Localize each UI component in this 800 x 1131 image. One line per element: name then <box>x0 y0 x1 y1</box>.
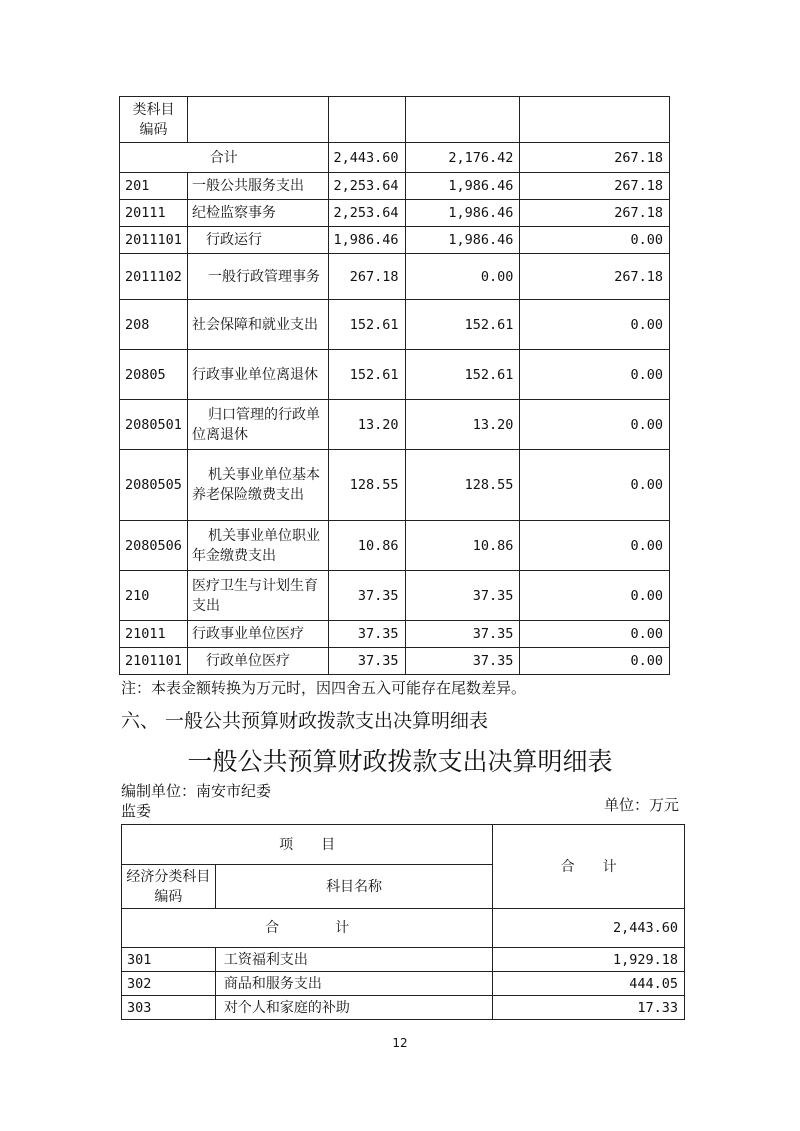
row-code: 302 <box>122 972 216 996</box>
row-name: 社会保障和就业支出 <box>187 300 328 350</box>
table-row <box>120 450 670 521</box>
row-code: 301 <box>122 948 216 972</box>
row-value-3: 267.18 <box>520 200 670 227</box>
row-value: 17.33 <box>493 996 685 1020</box>
table-row <box>120 571 670 621</box>
row-value-3: 0.00 <box>520 521 670 571</box>
header-code-cell: 类科目编码 <box>120 97 188 143</box>
row-code: 210 <box>120 571 188 621</box>
row-value: 1,929.18 <box>493 948 685 972</box>
row-value-1: 37.35 <box>328 621 405 648</box>
row-name: 商品和服务支出 <box>215 972 492 996</box>
row-name: 行政事业单位医疗 <box>187 621 328 648</box>
table-header-row <box>122 825 685 865</box>
row-name: 医疗卫生与计划生育支出 <box>187 571 328 621</box>
row-value-3: 0.00 <box>520 450 670 521</box>
row-value-3: 0.00 <box>520 571 670 621</box>
row-value-2: 37.35 <box>405 648 520 675</box>
page-number: 12 <box>392 1036 408 1050</box>
table-row <box>120 173 670 200</box>
row-code: 2080501 <box>120 400 188 450</box>
row-value-3: 0.00 <box>520 621 670 648</box>
table-row <box>122 996 685 1020</box>
row-code: 208 <box>120 300 188 350</box>
currency-unit: 单位：万元 <box>604 796 680 814</box>
header-item: 项 目 <box>122 825 493 865</box>
row-code: 21011 <box>120 621 188 648</box>
header-total: 合 计 <box>493 825 685 909</box>
row-name: 纪检监察事务 <box>187 200 328 227</box>
row-value-2: 1,986.46 <box>405 227 520 254</box>
total-value-2: 2,176.42 <box>405 143 520 173</box>
row-value-2: 13.20 <box>405 400 520 450</box>
expenditure-detail-table <box>121 824 685 1020</box>
row-value-2: 0.00 <box>405 254 520 300</box>
row-code: 2080505 <box>120 450 188 521</box>
row-name: 机关事业单位基本养老保险缴费支出 <box>187 450 328 521</box>
row-value-1: 1,986.46 <box>328 227 405 254</box>
row-value-2: 1,986.46 <box>405 173 520 200</box>
table-row <box>120 400 670 450</box>
row-value-1: 128.55 <box>328 450 405 521</box>
row-name: 一般公共服务支出 <box>187 173 328 200</box>
table-row <box>120 200 670 227</box>
table-header-row <box>120 97 670 143</box>
total-label: 合计 <box>120 143 329 173</box>
header-code: 经济分类科目编码 <box>122 865 216 909</box>
row-value-1: 2,253.64 <box>328 200 405 227</box>
table-row <box>120 521 670 571</box>
row-value-1: 267.18 <box>328 254 405 300</box>
row-value-1: 37.35 <box>328 648 405 675</box>
row-code: 303 <box>122 996 216 1020</box>
compile-unit: 编制单位：南安市纪委监委 <box>121 782 272 820</box>
row-value-3: 267.18 <box>520 173 670 200</box>
total-row <box>120 143 670 173</box>
row-name: 行政单位医疗 <box>187 648 328 675</box>
table-row <box>120 350 670 400</box>
row-name: 工资福利支出 <box>215 948 492 972</box>
header-name: 科目名称 <box>215 865 492 909</box>
row-value-2: 128.55 <box>405 450 520 521</box>
row-code: 2011101 <box>120 227 188 254</box>
row-code: 20111 <box>120 200 188 227</box>
total-value: 2,443.60 <box>493 909 685 948</box>
table-row <box>120 621 670 648</box>
row-value-1: 10.86 <box>328 521 405 571</box>
row-value-1: 37.35 <box>328 571 405 621</box>
total-value-1: 2,443.60 <box>328 143 405 173</box>
row-value-1: 13.20 <box>328 400 405 450</box>
row-code: 201 <box>120 173 188 200</box>
row-name: 对个人和家庭的补助 <box>215 996 492 1020</box>
row-value-3: 0.00 <box>520 227 670 254</box>
row-value-1: 152.61 <box>328 300 405 350</box>
row-value-2: 37.35 <box>405 621 520 648</box>
row-name: 一般行政管理事务 <box>187 254 328 300</box>
table-row <box>122 948 685 972</box>
row-value-2: 152.61 <box>405 300 520 350</box>
row-value-1: 152.61 <box>328 350 405 400</box>
row-name: 机关事业单位职业年金缴费支出 <box>187 521 328 571</box>
row-name: 归口管理的行政单位离退休 <box>187 400 328 450</box>
row-value-3: 0.00 <box>520 300 670 350</box>
table-title: 一般公共预算财政拨款支出决算明细表 <box>187 747 613 776</box>
budget-expenditure-table <box>119 96 670 675</box>
table-row <box>120 254 670 300</box>
row-name: 行政事业单位离退休 <box>187 350 328 400</box>
row-value-2: 10.86 <box>405 521 520 571</box>
total-value-3: 267.18 <box>520 143 670 173</box>
section-heading: 六、 一般公共预算财政拨款支出决算明细表 <box>121 710 489 732</box>
row-value-2: 152.61 <box>405 350 520 400</box>
row-value-1: 2,253.64 <box>328 173 405 200</box>
row-code: 2080506 <box>120 521 188 571</box>
table-row <box>120 227 670 254</box>
row-value-3: 0.00 <box>520 350 670 400</box>
row-value-2: 1,986.46 <box>405 200 520 227</box>
total-label: 合 计 <box>122 909 493 948</box>
row-value: 444.05 <box>493 972 685 996</box>
total-row <box>122 909 685 948</box>
row-code: 20805 <box>120 350 188 400</box>
row-name: 行政运行 <box>187 227 328 254</box>
row-code: 2101101 <box>120 648 188 675</box>
row-value-3: 267.18 <box>520 254 670 300</box>
row-code: 2011102 <box>120 254 188 300</box>
row-value-2: 37.35 <box>405 571 520 621</box>
table-note: 注：本表金额转换为万元时，因四舍五入可能存在尾数差异。 <box>121 679 527 697</box>
table-row <box>122 972 685 996</box>
row-value-3: 0.00 <box>520 648 670 675</box>
table-row <box>120 300 670 350</box>
table-row <box>120 648 670 675</box>
row-value-3: 0.00 <box>520 400 670 450</box>
